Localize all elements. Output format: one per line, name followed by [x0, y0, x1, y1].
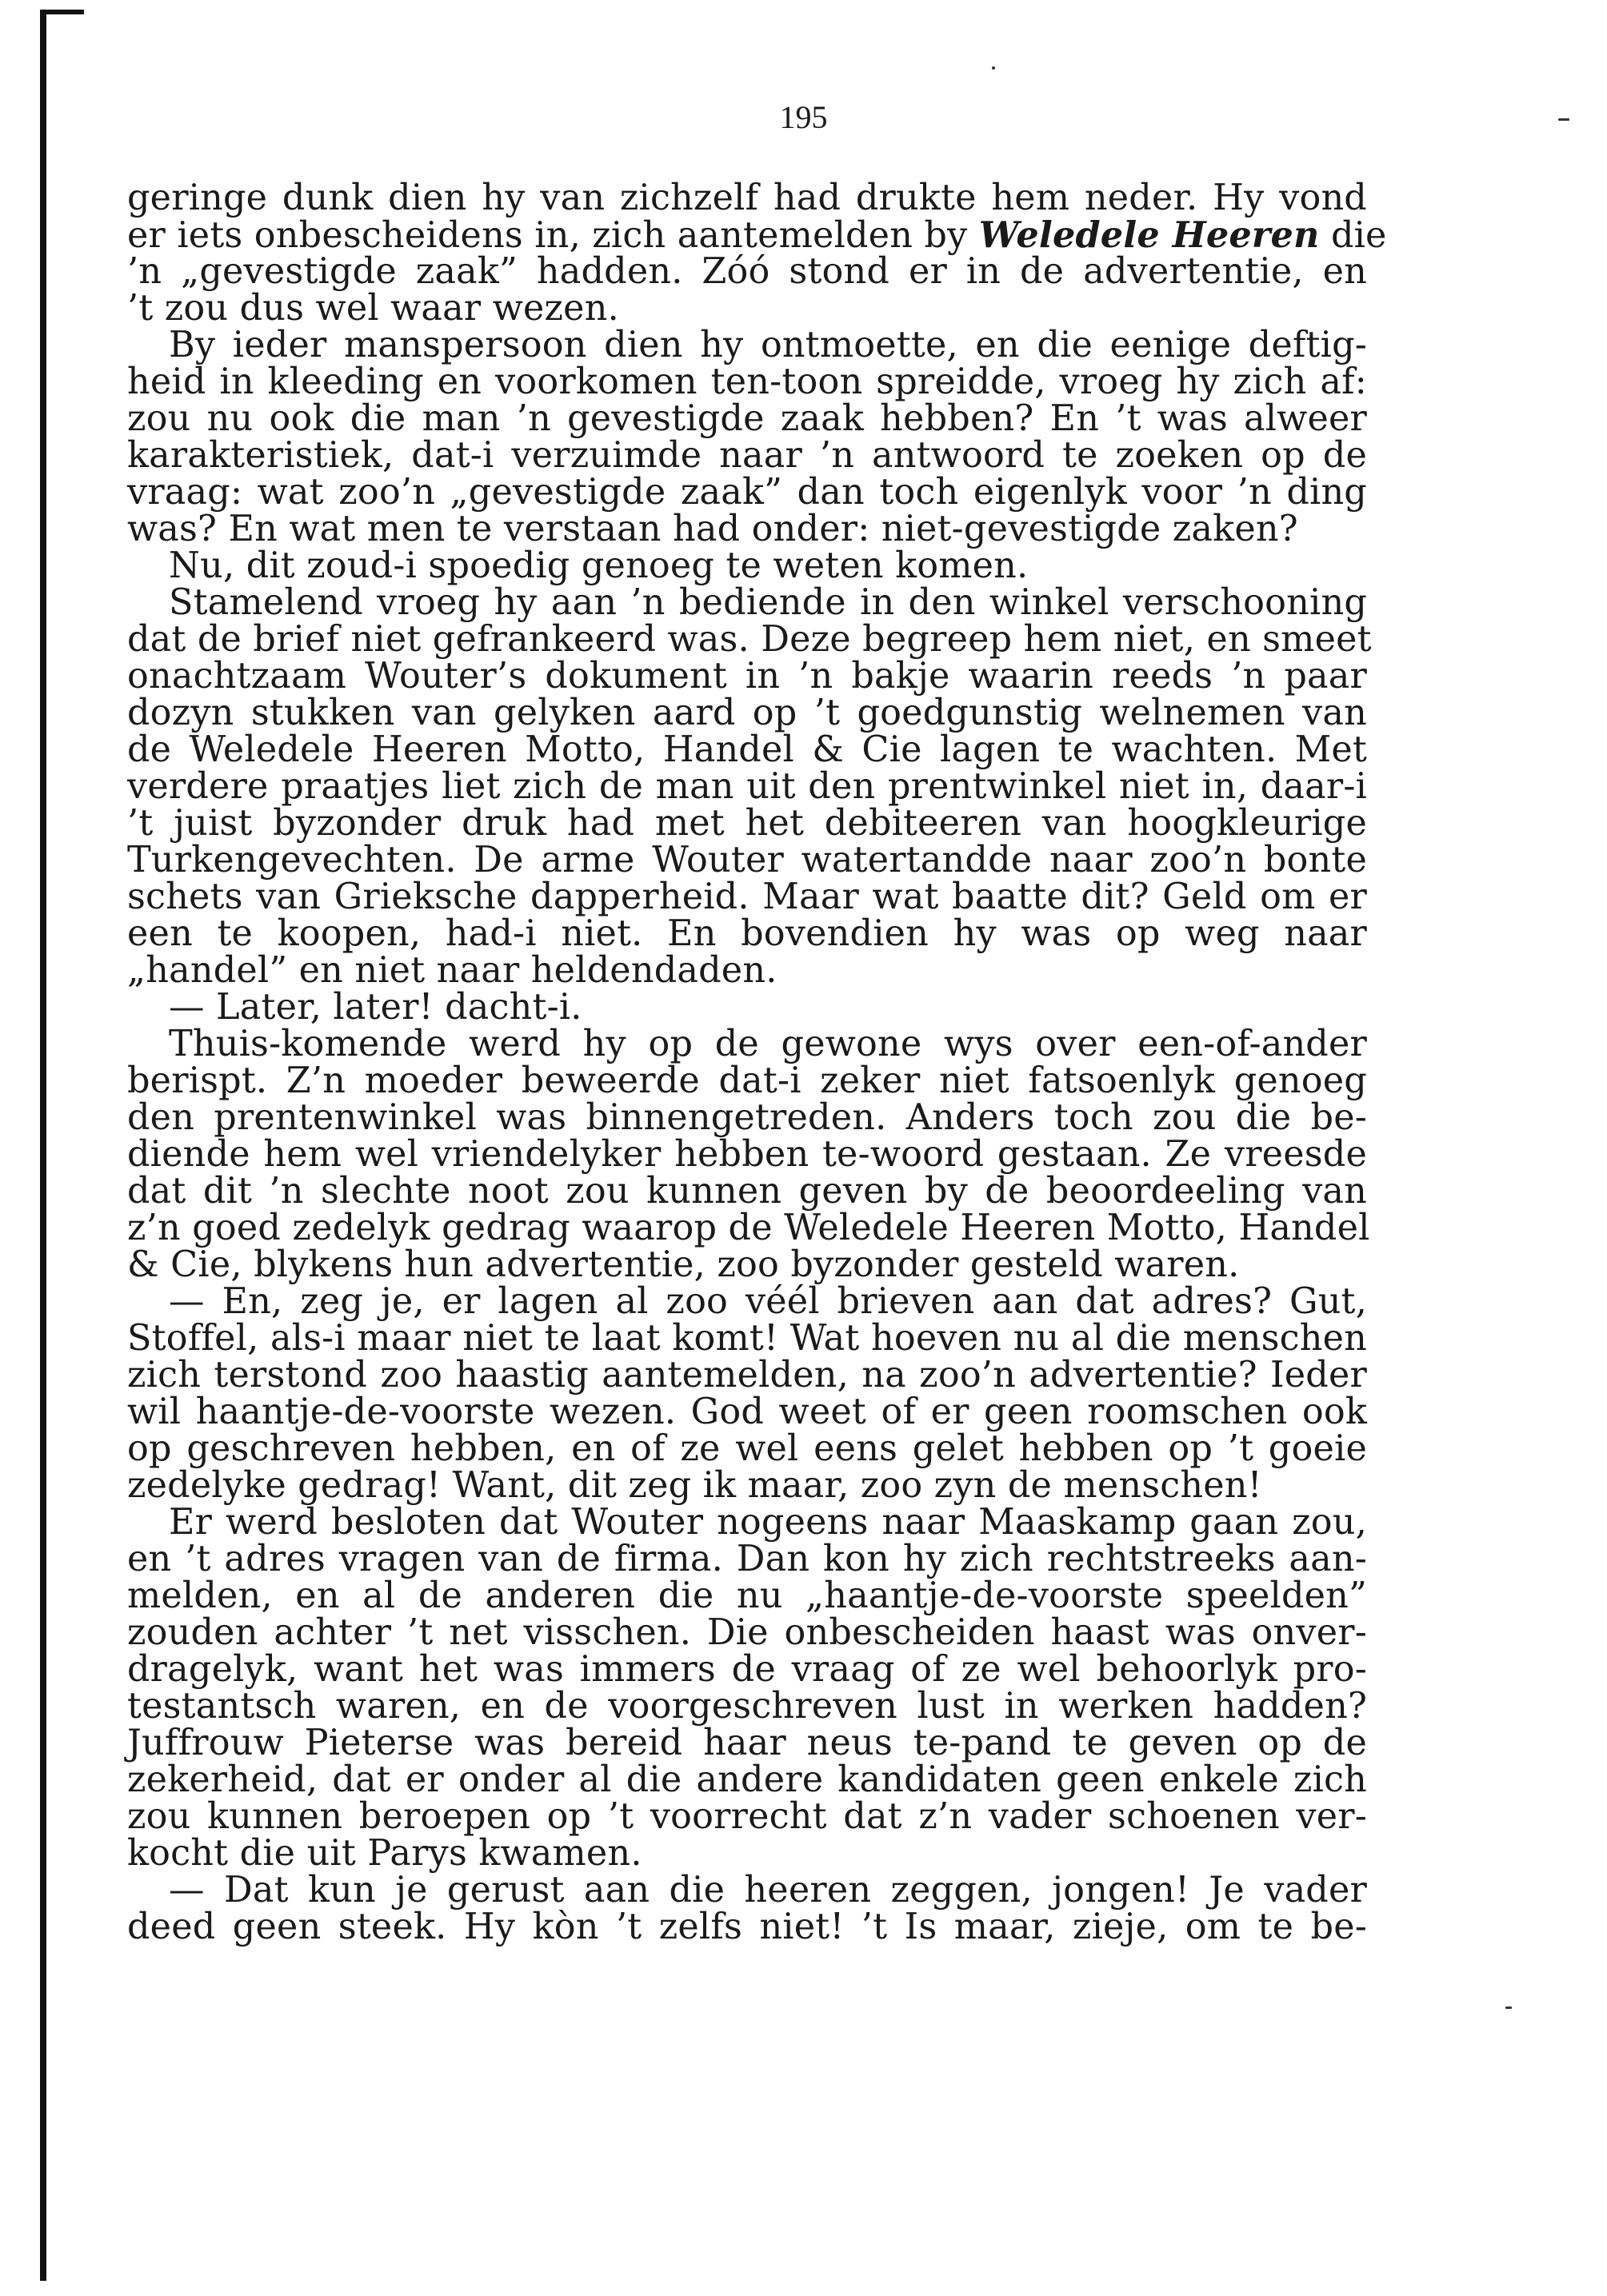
- text-line: de Weledele Heeren Motto, Handel & Cie lagen te wachten. Met: [127, 729, 1367, 770]
- text-line: ’n „gevestigde zaak” hadden. Zóó stond er in de advertentie, en: [127, 251, 1367, 292]
- text-line: [127, 214, 1387, 256]
- text-line: zou kunnen beroepen op ’t voorrecht dat z’n vader schoenen ver-: [127, 1796, 1367, 1837]
- text-line: onachtzaam Wouter’s dokument in ’n bakje waarin reeds ’n paar: [127, 656, 1367, 697]
- text-line: Stamelend vroeg hy aan ’n bediende in den winkel verschooning: [169, 582, 1367, 623]
- scan-edge-top: [40, 10, 84, 14]
- text-line: dat de brief niet gefrankeerd was. Deze begreep hem niet, en smeet: [127, 619, 1372, 660]
- scan-edge-left: [40, 10, 46, 2281]
- text-line: dozyn stukken van gelyken aard op ’t goedgunstig welnemen van: [127, 693, 1367, 733]
- text-line: verdere praatjes liet zich de man uit den prentwinkel niet in, daar-i: [127, 766, 1367, 807]
- text-line: Stoffel, als-i maar niet te laat komt! Wat hoeven nu al die menschen: [127, 1318, 1367, 1359]
- text-line: schets van Grieksche dapperheid. Maar wat baatte dit? Geld om er: [127, 876, 1367, 917]
- text-line: dragelyk, want het was immers de vraag of ze wel behoorlyk pro-: [127, 1649, 1367, 1690]
- text-line: zouden achter ’t net visschen. Die onbescheiden haast was onver-: [127, 1612, 1367, 1653]
- text-line: een te koopen, had-i niet. En bovendien hy was op weg naar: [127, 913, 1367, 954]
- text-line: — Later, later! dacht-i.: [169, 987, 582, 1028]
- emphasized-text: Weledele Heeren: [978, 214, 1320, 256]
- text-line: By ieder manspersoon dien hy ontmoette, en die eenige deftig-: [169, 325, 1367, 365]
- text-line: op geschreven hebben, en of ze wel eens gelet hebben op ’t goeie: [127, 1428, 1367, 1469]
- text-line: Er werd besloten dat Wouter nogeens naar Maaskamp gaan zou,: [169, 1502, 1367, 1543]
- scan-speck: [1505, 2007, 1512, 2009]
- text-line: karakteristiek, dat-i verzuimde naar ’n antwoord te zoeken op de: [127, 435, 1367, 476]
- text-line: en ’t adres vragen van de firma. Dan kon hy zich rechtstreeks aan-: [127, 1539, 1367, 1579]
- text-line: Nu, dit zoud-i spoedig genoeg te weten komen.: [169, 545, 1029, 586]
- text-line: melden, en al de anderen die nu „haantje-de-voorste speelden”: [127, 1575, 1367, 1616]
- body-text: [127, 178, 1387, 1947]
- text-line: — Dat kun je gerust aan die heeren zeggen, jongen! Je vader: [169, 1870, 1367, 1911]
- text-segment: die: [1319, 215, 1387, 256]
- text-line: was? En wat men te verstaan had onder: niet-gevestigde zaken?: [127, 509, 1298, 549]
- text-line: dat dit ’n slechte noot zou kunnen geven by de beoordeeling van: [127, 1171, 1367, 1212]
- page-number: 195: [779, 99, 828, 135]
- text-line: den prentenwinkel was binnengetreden. Anders toch zou die be-: [127, 1097, 1367, 1138]
- text-line: diende hem wel vriendelyker hebben te-woord gestaan. Ze vreesde: [127, 1134, 1367, 1175]
- text-line: zich terstond zoo haastig aantemelden, na zoo’n advertentie? Ieder: [127, 1355, 1367, 1396]
- text-line: geringe dunk dien hy van zichzelf had drukte hem neder. Hy vond: [127, 178, 1367, 218]
- text-line: Turkengevechten. De arme Wouter watertandde naar zoo’n bonte: [127, 840, 1367, 880]
- text-line: ’t juist byzonder druk had met het debiteeren van hoogkleurige: [127, 803, 1367, 844]
- text-line: heid in kleeding en voorkomen ten-toon spreidde, vroeg hy zich af:: [127, 361, 1367, 402]
- text-line: berispt. Z’n moeder beweerde dat-i zeker niet fatsoenlyk genoeg: [127, 1060, 1367, 1101]
- text-line: & Cie, blykens hun advertentie, zoo byzonder gesteld waren.: [127, 1244, 1240, 1285]
- scan-speck: [992, 66, 995, 70]
- text-line: Juffrouw Pieterse was bereid haar neus te-pand te geven op de: [127, 1723, 1367, 1763]
- text-segment: er iets onbescheidens in, zich aantemelden by: [127, 215, 979, 256]
- text-line: vraag: wat zoo’n „gevestigde zaak” dan toch eigenlyk voor ’n ding: [127, 472, 1367, 513]
- text-line: testantsch waren, en de voorgeschreven lust in werken hadden?: [127, 1686, 1367, 1727]
- text-line: „handel” en niet naar heldendaden.: [127, 950, 778, 991]
- text-line: kocht die uit Parys kwamen.: [127, 1833, 642, 1874]
- text-line: zedelyke gedrag! Want, dit zeg ik maar, zoo zyn de menschen!: [127, 1465, 1262, 1506]
- text-line: wil haantje-de-voorste wezen. God weet of er geen roomschen ook: [127, 1392, 1367, 1432]
- text-line: z’n goed zedelyk gedrag waarop de Weledele Heeren Motto, Handel: [127, 1208, 1370, 1248]
- text-line: deed geen steek. Hy kòn ’t zelfs niet! ’t Is maar, zieje, om te be-: [127, 1907, 1367, 1947]
- text-line: Thuis-komende werd hy op de gewone wys over een-of-ander: [169, 1024, 1367, 1064]
- text-line: zou nu ook die man ’n gevestigde zaak hebben? En ’t was alweer: [127, 398, 1367, 439]
- text-line: zekerheid, dat er onder al die andere kandidaten geen enkele zich: [127, 1759, 1367, 1800]
- text-line: ’t zou dus wel waar wezen.: [127, 288, 619, 329]
- text-line: — En, zeg je, er lagen al zoo véél brieven aan dat adres? Gut,: [169, 1281, 1367, 1322]
